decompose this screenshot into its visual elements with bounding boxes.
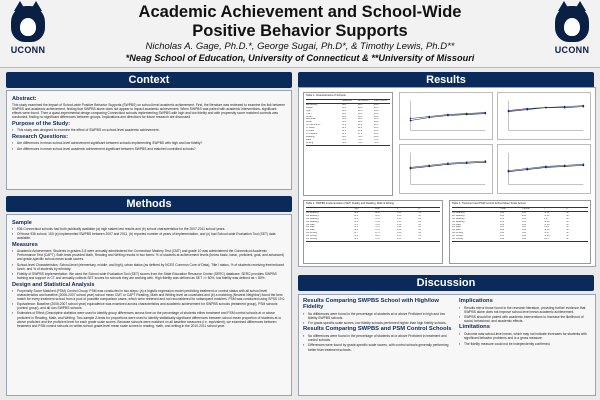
line-chart-1 [399, 92, 493, 140]
table-row: 6th Reading 72.0 70.8 0.36 ns [306, 220, 421, 223]
abstract-title: Abstract: [12, 96, 37, 102]
list-item: ▪ Fidelity of SWPBS implementation: We used the School-wide Evaluation Tool (SET) scores from the State Education Resource Center (SERC) database. SERC provides SWPBS training and support in CT and annually collects SET scores for schools they are working with. High fidelity was defined as SET >= 80%, low fidelity was defined as < 80%. [12, 272, 286, 280]
title-line-1: Academic Achievement and School-Wide [138, 3, 462, 21]
poster-title [60, 3, 540, 41]
data-point [508, 111, 510, 113]
table-row: 4th Writing 70.9 69.5 0.41 ns [306, 235, 421, 238]
uconn-logo-left [6, 6, 50, 58]
table-row: 4th Writing 245 246 -0.29 ns [452, 235, 569, 238]
data-point [582, 164, 584, 166]
data-point [410, 120, 412, 122]
list-item: ▪ The fidelity measure could not be independently confirmed. [459, 342, 593, 346]
purpose-title: Purpose of the Study: [12, 121, 71, 128]
table-row: Math 74% 75% 74% [306, 138, 379, 141]
data-point [564, 107, 566, 109]
table-row: 3rd Math 71.5 70.2 0.39 ns [306, 223, 421, 226]
list-item: ▪ No differences were found in the percentage of students at or above Proficient in treatment and control schools. [303, 334, 453, 342]
table-row: 3rd Reading 64.2 62.8 0.41 ns [306, 211, 421, 214]
table-row: Middle 21% 18% 21% [306, 106, 379, 109]
list-item: ▪ 936 Connecticut schools had both publically available (a) high stakes test results and (b) school characteristics for the 2007-2011 school years. [12, 227, 286, 231]
design-title: Design and Statistical Analysis [12, 281, 95, 288]
affiliation: *Neag School of Education, University of Connecticut & **University of Missouri [125, 53, 475, 63]
husky-mascot-icon [555, 6, 589, 42]
questions-title: Research Questions: [12, 134, 68, 141]
table-header-row: Treat Control t p [500, 207, 568, 210]
discussion-right-column [459, 297, 593, 347]
table-row: 5th Math 76.2 75.1 0.34 ns [306, 229, 421, 232]
chart-axes [410, 153, 485, 185]
implications-title: Implications [459, 298, 493, 304]
data-point [484, 113, 486, 115]
logo-wordmark: UCONN [554, 45, 590, 55]
data-point [564, 166, 566, 168]
discussion-heading: Discussion [298, 275, 594, 291]
authors: Nicholas A. Gage, Ph.D.*, George Sugai, Ph.D*, & Timothy Lewis, Ph.D** [145, 41, 455, 52]
table-row: 4th Reading 66.1 65.0 0.33 ns [306, 214, 421, 217]
fidelity-results-title: Results Comparing SWPBS School with High/low Fidelity [303, 298, 439, 310]
table-row: 5th Reading 255 254 0.27 ns [452, 217, 569, 220]
data-point [484, 161, 486, 163]
limitations-list [459, 332, 593, 345]
data-point [410, 118, 412, 120]
table-row: % White 62.4 64.1 63.0 [306, 127, 379, 130]
list-item: ▪ Of those 936 school, 150 (a) implemented SWPBS between 2007 and 2011, (b) reported number of years of implementation, and (c) had School-wide Evaluation Tool (SET) data available. [12, 232, 286, 240]
table-row: 3rd Writing 241 243 -0.47 ns [452, 232, 569, 235]
data-point [428, 166, 430, 168]
implications-list [459, 306, 593, 323]
poster-header [0, 0, 600, 68]
context-heading: Context [6, 72, 292, 88]
data-point [447, 163, 449, 165]
list-item: ▪ This study was designed to examine the effect of SWPBS on school-level academic achievement. [12, 128, 286, 132]
design-list [12, 289, 286, 328]
list-item: ▪ SWPBS should be paired with academic interventions to increase the likelihood of social, behavioral, and academic effects. [459, 315, 593, 323]
table-row: Urban 28% 30% 29% [306, 115, 379, 118]
table-row: 5th Writing 73.1 72.0 0.35 ns [306, 238, 421, 241]
methods-panel [6, 214, 292, 396]
questions-list [12, 141, 286, 150]
data-point [582, 106, 584, 108]
line-chart-4 [497, 144, 591, 194]
title-line-2: Positive Behavior Supports [192, 22, 408, 40]
husky-mascot-icon [11, 6, 45, 42]
table-row: 6th Reading 258 259 -0.22 ns [452, 220, 569, 223]
data-point [526, 109, 528, 111]
psm-results-list [303, 334, 453, 351]
list-item: ▪ Are differences in mean school-level achievement significant between schools implementing SWPBS with high and low fidelity? [12, 141, 286, 145]
list-item: ▪ Results mirror those found in the research literature, providing further evidence that SWPBS alone does not improve school-level mean academic achievement. [459, 306, 593, 314]
abstract-text: This study examined the impact of School-wide Positive Behavior Supports (SWPBS) on school-level academic achievement. First, the literature was reviewed to examine the link between SWPBS and academic achievement, finding that SWPBS alone does not appear to impact academic achievement. When SWPBS was paired with academic interventions, significant effects were found. Then a quasi-experimental design comparing Connecticut schools implementing SWPBS with high and low fidelity and with propensity score matched controls was conducted, finding no significant differences between groups. Implications and directions for future research are discussed. [12, 103, 286, 120]
data-point [466, 114, 468, 116]
logo-wordmark: UCONN [10, 45, 46, 55]
list-item: ▪ Are differences in mean school-level academic achievement significant between SWPBS and matched controlled schools? [12, 147, 286, 151]
sample-list [12, 227, 286, 240]
table-row: 4th Reading 251 252 -0.31 ns [452, 214, 569, 217]
table-row: 3rd Reading 248 250 -0.52 ns [452, 211, 569, 214]
data-point [545, 107, 547, 109]
list-item: ▪ Equivalence: Baseline (2006-2007 school year) equivalence was examined across characteristics and academic achievement for SWPBS schools (treatment group), PSM schools (control group), and all non-SWPBS schools. [12, 302, 286, 310]
table-row: Rural 21% 21% 19% [306, 121, 379, 124]
table-row: Reading 68% 70% 69% [306, 135, 379, 138]
chart-axes [509, 101, 584, 131]
discussion-left-column [303, 297, 453, 353]
table-row: Writing 72% 73% 72% [306, 141, 379, 144]
methods-heading: Methods [6, 196, 292, 212]
table-row: 5th Math 268 269 -0.30 ns [452, 229, 569, 232]
table-2-body [304, 212, 442, 241]
list-item: ▪ Estimates of Effect (Descriptive statistics were used to identify group differences across time on the percentage of students either treatment and PSM control schools at or above proficient in Reading, Math, and Writing. Two-sample Z-tests for proportions were used to identify statistically significant differences between school mean proportion of students at or above proficient and the proficient level for each grade scale scores. Because schools were matched on all baseline measures (i.e. equivalent), we examined differences between treatment and PSM control schools on within-school grade-level mean scale scores in reading, math, and writing in the 2010-2011 school year. [12, 311, 286, 327]
table-3-body [450, 212, 590, 241]
limitations-title: Limitations [459, 324, 490, 331]
table-1-body [304, 104, 392, 145]
table-row: High 14% 21% 16% [306, 109, 379, 112]
uconn-logo-right [550, 6, 594, 58]
table-row: 3rd Math 262 263 -0.18 ns [452, 223, 569, 226]
list-item: ▪ No differences were found in the percentage of students at or above Proficient in high and low fidelity SWPBS schools. [303, 312, 453, 320]
line-chart-3 [399, 144, 493, 194]
table-row: Title I 43% 41% 40% [306, 112, 379, 115]
data-point [410, 168, 412, 170]
list-item: ▪ Differences were found by grade-specific scale scores, with control schools generally performing better than treatment schools. [303, 343, 453, 351]
purpose-list [12, 128, 286, 132]
table-3-caption: Table 3. Treatment and PSM Control School Mean Scale Scores [452, 202, 526, 205]
data-point [447, 115, 449, 117]
table-header-row: High Low Z p [353, 207, 420, 210]
list-item: ▪ Outcome was school-level mean, which may not indicate increases for students with significant behavior problems and is a gross measure. [459, 332, 593, 340]
data-point [545, 167, 547, 169]
measures-list [12, 249, 286, 280]
table-header-row: Treatment All Control PSM Control [341, 99, 387, 102]
table-row: 5th Writing 249 248 0.21 ns [452, 238, 569, 241]
data-point [526, 169, 528, 171]
data-point [508, 171, 510, 173]
measures-title: Measures [12, 242, 38, 249]
context-panel [6, 90, 292, 190]
list-item: ▪ School-level Characteristics: School-level (elementary, middle, and high), urban status (as defined by NCES Common Core of Data), Title I status, % of students receiving free/reduced lunch, and % of students by ethnicity. [12, 263, 286, 271]
table-3 [449, 200, 591, 264]
table-2-caption: Table 2. SWPBS Implementation (SET) Fidelity and Reading, Math & Writing [306, 202, 394, 205]
table-row: 4th Math 265 264 0.24 ns [452, 226, 569, 229]
results-panel [298, 87, 596, 267]
sample-title: Sample [12, 220, 32, 226]
table-2 [303, 200, 443, 264]
discussion-panel [298, 294, 596, 396]
table-row: Elementary 65% 61% 63% [306, 103, 379, 106]
table-1 [303, 92, 393, 196]
list-item: ▪ For grade-specific scale scores, low fidelity schools performed higher than high fidelity schools. [303, 321, 453, 325]
fidelity-results-list [303, 312, 453, 325]
table-row: % Hispanic 18.6 17.9 18.3 [306, 132, 379, 135]
table-row: % Free Lunch 31.2 29.8 30.5 [306, 124, 379, 127]
list-item: ▪ Academic Achievement: Students in grades 3-8 were annually administered the Connecticut Mastery Test (CMT) and grade 10 was administered the Connecticut Academic Performance Test (CAPT). Both tests provided Math, Reading and Writing results in two forms: % of students at achievement levels (below basic, basic, proficient, goal, and advanced) and grade-specific school-mean scale scores. [12, 249, 286, 261]
list-item: ▪ Propensity Score Matched (PSM) Control Group: PSM was conducted in two steps: (a) a logistic regression model predicting treatment or control status with all school level characteristics and baseline (2006-2007 school year) school mean CMT or CAPT Reading, Math and Writing level as covariates and (b) a matching (Nearest Neighbor) found the best match for every treatment school from a pool of possible comparison cases, which were retrieved and not reconsidered for subsequent matches. PSM was conducted using SPSS 19.0. [12, 289, 286, 301]
table-row: 3rd Writing 68.7 67.3 0.40 ns [306, 232, 421, 235]
results-heading: Results [298, 72, 594, 88]
line-chart-2 [497, 92, 591, 140]
table-row: 4th Math 73.8 72.4 0.42 ns [306, 226, 421, 229]
data-point [428, 117, 430, 119]
chart-axes [508, 153, 583, 185]
data-point [466, 162, 468, 164]
table-row: Suburban 51% 49% 52% [306, 118, 379, 121]
table-row: % Black 14.1 13.2 13.8 [306, 130, 379, 133]
table-1-caption: Table 1. Characteristics of Schools [306, 94, 346, 97]
table-row: 5th Reading 69.4 67.9 0.45 ns [306, 217, 421, 220]
psm-results-title: Results Comparing SWPBS and PSM Control Schools [303, 326, 452, 333]
